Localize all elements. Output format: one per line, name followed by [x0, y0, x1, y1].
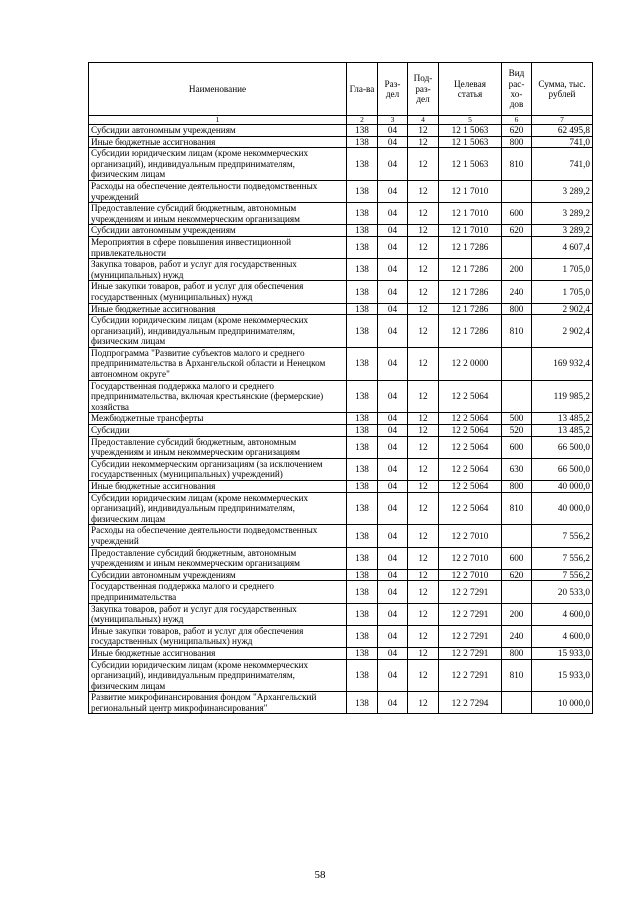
cell-sum: 7 556,2	[532, 569, 593, 581]
cell-sum: 15 933,0	[532, 647, 593, 659]
cell-sum: 13 485,2	[532, 413, 593, 425]
cell-vid: 600	[502, 547, 532, 569]
cell-glava: 138	[347, 547, 378, 569]
cell-vid: 800	[502, 481, 532, 493]
cell-vid: 620	[502, 125, 532, 137]
table-row	[89, 225, 593, 237]
table-row	[89, 180, 593, 202]
cell-vid	[502, 180, 532, 202]
cell-glava: 138	[347, 569, 378, 581]
cell-target: 12 1 7286	[439, 281, 502, 303]
cell-target: 12 2 5064	[439, 413, 502, 425]
header-name: Наименование	[89, 63, 347, 116]
cell-vid: 810	[502, 315, 532, 348]
table-row	[89, 547, 593, 569]
cell-podrazdel: 12	[408, 303, 439, 315]
col-number: 7	[532, 116, 593, 125]
cell-glava: 138	[347, 481, 378, 493]
cell-podrazdel: 12	[408, 692, 439, 714]
cell-glava: 138	[347, 436, 378, 458]
table-body	[89, 125, 593, 714]
cell-podrazdel: 12	[408, 180, 439, 202]
cell-razdel: 04	[378, 647, 408, 659]
cell-vid	[502, 525, 532, 547]
cell-sum: 2 902,4	[532, 315, 593, 348]
cell-target: 12 2 7291	[439, 625, 502, 647]
cell-name: Субсидии юридическим лицам (кроме некоммерческих организаций), индивидуальным предпринимателям, физическим лицам	[89, 315, 347, 348]
cell-glava: 138	[347, 380, 378, 413]
cell-podrazdel: 12	[408, 547, 439, 569]
cell-sum: 4 600,0	[532, 625, 593, 647]
cell-podrazdel: 12	[408, 281, 439, 303]
cell-podrazdel: 12	[408, 625, 439, 647]
cell-glava: 138	[347, 525, 378, 547]
table-row	[89, 125, 593, 137]
cell-sum: 2 902,4	[532, 303, 593, 315]
cell-glava: 138	[347, 492, 378, 525]
cell-sum: 3 289,2	[532, 203, 593, 225]
cell-vid: 800	[502, 647, 532, 659]
cell-name: Подпрограмма "Развитие субъектов малого и среднего предпринимательства в Архангельской области и Ненецком автономном округе"	[89, 347, 347, 380]
cell-target: 12 1 7010	[439, 180, 502, 202]
cell-vid: 520	[502, 425, 532, 437]
cell-name: Предоставление субсидий бюджетным, автономным учреждениям и иным некоммерческим организациям	[89, 547, 347, 569]
table-row	[89, 347, 593, 380]
table-row	[89, 625, 593, 647]
cell-razdel: 04	[378, 569, 408, 581]
cell-razdel: 04	[378, 458, 408, 480]
cell-glava: 138	[347, 180, 378, 202]
cell-podrazdel: 12	[408, 148, 439, 181]
table-row	[89, 203, 593, 225]
cell-target: 12 2 7010	[439, 569, 502, 581]
cell-sum: 20 533,0	[532, 581, 593, 603]
header-podrazdel: Под-раз-дел	[408, 63, 439, 116]
cell-sum: 66 500,0	[532, 436, 593, 458]
cell-sum: 13 485,2	[532, 425, 593, 437]
cell-vid: 240	[502, 281, 532, 303]
cell-razdel: 04	[378, 347, 408, 380]
cell-razdel: 04	[378, 492, 408, 525]
cell-target: 12 1 7286	[439, 236, 502, 258]
cell-vid: 200	[502, 603, 532, 625]
cell-target: 12 1 7286	[439, 259, 502, 281]
cell-glava: 138	[347, 303, 378, 315]
cell-podrazdel: 12	[408, 413, 439, 425]
cell-name: Предоставление субсидий бюджетным, автономным учреждениям и иным некоммерческим организациям	[89, 203, 347, 225]
col-number: 3	[378, 116, 408, 125]
cell-vid: 600	[502, 436, 532, 458]
cell-razdel: 04	[378, 180, 408, 202]
cell-podrazdel: 12	[408, 425, 439, 437]
cell-glava: 138	[347, 347, 378, 380]
table-row	[89, 303, 593, 315]
cell-target: 12 1 5063	[439, 125, 502, 137]
table-row	[89, 236, 593, 258]
cell-razdel: 04	[378, 203, 408, 225]
cell-razdel: 04	[378, 436, 408, 458]
cell-target: 12 1 7010	[439, 225, 502, 237]
cell-sum: 169 932,4	[532, 347, 593, 380]
cell-razdel: 04	[378, 315, 408, 348]
table-row	[89, 492, 593, 525]
cell-glava: 138	[347, 603, 378, 625]
cell-vid: 620	[502, 225, 532, 237]
table-row	[89, 481, 593, 493]
cell-sum: 62 495,8	[532, 125, 593, 137]
cell-name: Закупка товаров, работ и услуг для государственных (муниципальных) нужд	[89, 603, 347, 625]
table-row	[89, 436, 593, 458]
cell-target: 12 1 5063	[439, 136, 502, 148]
cell-sum: 4 607,4	[532, 236, 593, 258]
cell-vid	[502, 236, 532, 258]
table-row	[89, 569, 593, 581]
table-row	[89, 692, 593, 714]
table-row	[89, 315, 593, 348]
cell-target: 12 2 7291	[439, 603, 502, 625]
cell-podrazdel: 12	[408, 136, 439, 148]
cell-name: Предоставление субсидий бюджетным, автономным учреждениям и иным некоммерческим организациям	[89, 436, 347, 458]
cell-glava: 138	[347, 315, 378, 348]
cell-name: Субсидии некоммерческим организациям (за исключением государственных (муниципальных) учреждений)	[89, 458, 347, 480]
cell-target: 12 2 7291	[439, 659, 502, 692]
cell-sum: 40 000,0	[532, 481, 593, 493]
table-row	[89, 581, 593, 603]
cell-vid	[502, 380, 532, 413]
cell-name: Иные бюджетные ассигнования	[89, 647, 347, 659]
table-row	[89, 380, 593, 413]
cell-razdel: 04	[378, 303, 408, 315]
cell-podrazdel: 12	[408, 125, 439, 137]
table-row	[89, 458, 593, 480]
cell-razdel: 04	[378, 281, 408, 303]
cell-razdel: 04	[378, 481, 408, 493]
cell-target: 12 2 7010	[439, 547, 502, 569]
cell-target: 12 2 7010	[439, 525, 502, 547]
cell-name: Государственная поддержка малого и среднего предпринимательства, включая крестьянские (фермерские) хозяйства	[89, 380, 347, 413]
header-target: Целевая статья	[439, 63, 502, 116]
budget-table	[88, 62, 593, 714]
cell-target: 12 2 0000	[439, 347, 502, 380]
cell-podrazdel: 12	[408, 436, 439, 458]
cell-razdel: 04	[378, 581, 408, 603]
cell-razdel: 04	[378, 603, 408, 625]
cell-vid: 810	[502, 659, 532, 692]
cell-glava: 138	[347, 125, 378, 137]
cell-vid: 620	[502, 569, 532, 581]
cell-glava: 138	[347, 136, 378, 148]
cell-sum: 66 500,0	[532, 458, 593, 480]
cell-sum: 7 556,2	[532, 525, 593, 547]
cell-glava: 138	[347, 425, 378, 437]
cell-glava: 138	[347, 225, 378, 237]
col-number: 2	[347, 116, 378, 125]
table-row	[89, 281, 593, 303]
cell-podrazdel: 12	[408, 225, 439, 237]
cell-name: Развитие микрофинансирования фондом "Архангельский региональный центр микрофинансирования"	[89, 692, 347, 714]
header-row	[89, 63, 593, 116]
cell-razdel: 04	[378, 136, 408, 148]
col-number: 1	[89, 116, 347, 125]
cell-glava: 138	[347, 581, 378, 603]
cell-sum: 10 000,0	[532, 692, 593, 714]
cell-sum: 1 705,0	[532, 281, 593, 303]
cell-sum: 4 600,0	[532, 603, 593, 625]
cell-glava: 138	[347, 458, 378, 480]
cell-name: Субсидии автономным учреждениям	[89, 125, 347, 137]
cell-target: 12 2 5064	[439, 425, 502, 437]
cell-name: Иные закупки товаров, работ и услуг для обеспечения государственных (муниципальных) нужд	[89, 281, 347, 303]
cell-target: 12 2 7291	[439, 581, 502, 603]
cell-sum: 40 000,0	[532, 492, 593, 525]
header-glava: Гла-ва	[347, 63, 378, 116]
cell-podrazdel: 12	[408, 315, 439, 348]
cell-name: Расходы на обеспечение деятельности подведомственных учреждений	[89, 525, 347, 547]
cell-name: Иные бюджетные ассигнования	[89, 136, 347, 148]
cell-sum: 7 556,2	[532, 547, 593, 569]
cell-glava: 138	[347, 203, 378, 225]
cell-podrazdel: 12	[408, 492, 439, 525]
cell-target: 12 2 5064	[439, 492, 502, 525]
cell-name: Закупка товаров, работ и услуг для государственных (муниципальных) нужд	[89, 259, 347, 281]
cell-sum: 3 289,2	[532, 180, 593, 202]
cell-razdel: 04	[378, 425, 408, 437]
cell-podrazdel: 12	[408, 647, 439, 659]
cell-razdel: 04	[378, 413, 408, 425]
cell-podrazdel: 12	[408, 525, 439, 547]
cell-target: 12 1 7286	[439, 303, 502, 315]
cell-vid: 800	[502, 303, 532, 315]
cell-target: 12 2 5064	[439, 380, 502, 413]
cell-name: Расходы на обеспечение деятельности подведомственных учреждений	[89, 180, 347, 202]
table-row	[89, 659, 593, 692]
cell-sum: 119 985,2	[532, 380, 593, 413]
cell-razdel: 04	[378, 125, 408, 137]
table-row	[89, 525, 593, 547]
cell-sum: 1 705,0	[532, 259, 593, 281]
cell-glava: 138	[347, 236, 378, 258]
table-row	[89, 136, 593, 148]
cell-name: Иные бюджетные ассигнования	[89, 481, 347, 493]
table-row	[89, 425, 593, 437]
cell-vid: 600	[502, 203, 532, 225]
cell-razdel: 04	[378, 547, 408, 569]
cell-podrazdel: 12	[408, 347, 439, 380]
table-row	[89, 148, 593, 181]
cell-sum: 15 933,0	[532, 659, 593, 692]
cell-target: 12 2 7294	[439, 692, 502, 714]
col-number: 5	[439, 116, 502, 125]
cell-vid: 630	[502, 458, 532, 480]
cell-target: 12 1 7010	[439, 203, 502, 225]
cell-name: Государственная поддержка малого и среднего предпринимательства	[89, 581, 347, 603]
cell-podrazdel: 12	[408, 569, 439, 581]
cell-razdel: 04	[378, 148, 408, 181]
cell-glava: 138	[347, 647, 378, 659]
cell-glava: 138	[347, 692, 378, 714]
cell-vid: 810	[502, 492, 532, 525]
cell-glava: 138	[347, 148, 378, 181]
cell-vid: 500	[502, 413, 532, 425]
cell-vid	[502, 347, 532, 380]
cell-razdel: 04	[378, 525, 408, 547]
cell-name: Субсидии автономным учреждениям	[89, 569, 347, 581]
cell-target: 12 2 7291	[439, 647, 502, 659]
cell-name: Иные бюджетные ассигнования	[89, 303, 347, 315]
cell-vid	[502, 692, 532, 714]
cell-name: Субсидии юридическим лицам (кроме некоммерческих организаций), индивидуальным предпринимателям, физическим лицам	[89, 659, 347, 692]
cell-podrazdel: 12	[408, 659, 439, 692]
table-row	[89, 647, 593, 659]
cell-glava: 138	[347, 659, 378, 692]
cell-podrazdel: 12	[408, 380, 439, 413]
header-razdel: Раз-дел	[378, 63, 408, 116]
header-vid: Вид рас-хо-дов	[502, 63, 532, 116]
table-row	[89, 259, 593, 281]
cell-podrazdel: 12	[408, 203, 439, 225]
cell-razdel: 04	[378, 259, 408, 281]
cell-name: Субсидии юридическим лицам (кроме некоммерческих организаций), индивидуальным предпринимателям, физическим лицам	[89, 148, 347, 181]
cell-glava: 138	[347, 259, 378, 281]
cell-razdel: 04	[378, 380, 408, 413]
column-number-row	[89, 116, 593, 125]
cell-sum: 3 289,2	[532, 225, 593, 237]
cell-vid: 810	[502, 148, 532, 181]
header-sum: Сумма, тыс. рублей	[532, 63, 593, 116]
cell-target: 12 2 5064	[439, 436, 502, 458]
cell-podrazdel: 12	[408, 481, 439, 493]
cell-vid: 800	[502, 136, 532, 148]
cell-sum: 741,0	[532, 148, 593, 181]
cell-podrazdel: 12	[408, 236, 439, 258]
cell-glava: 138	[347, 281, 378, 303]
cell-target: 12 2 5064	[439, 481, 502, 493]
cell-podrazdel: 12	[408, 458, 439, 480]
cell-vid	[502, 581, 532, 603]
col-number: 6	[502, 116, 532, 125]
cell-razdel: 04	[378, 659, 408, 692]
page-number: 58	[314, 869, 326, 881]
cell-name: Мероприятия в сфере повышения инвестиционной привлекательности	[89, 236, 347, 258]
cell-glava: 138	[347, 625, 378, 647]
cell-glava: 138	[347, 413, 378, 425]
col-number: 4	[408, 116, 439, 125]
cell-name: Субсидии	[89, 425, 347, 437]
cell-name: Субсидии автономным учреждениям	[89, 225, 347, 237]
cell-vid: 240	[502, 625, 532, 647]
cell-vid: 200	[502, 259, 532, 281]
cell-razdel: 04	[378, 225, 408, 237]
cell-target: 12 2 5064	[439, 458, 502, 480]
cell-target: 12 1 7286	[439, 315, 502, 348]
cell-podrazdel: 12	[408, 259, 439, 281]
cell-razdel: 04	[378, 625, 408, 647]
cell-name: Субсидии юридическим лицам (кроме некоммерческих организаций), индивидуальным предпринимателям, физическим лицам	[89, 492, 347, 525]
table-row	[89, 413, 593, 425]
cell-razdel: 04	[378, 236, 408, 258]
table-row	[89, 603, 593, 625]
cell-podrazdel: 12	[408, 603, 439, 625]
cell-razdel: 04	[378, 692, 408, 714]
cell-name: Иные закупки товаров, работ и услуг для обеспечения государственных (муниципальных) нужд	[89, 625, 347, 647]
cell-sum: 741,0	[532, 136, 593, 148]
cell-name: Межбюджетные трансферты	[89, 413, 347, 425]
cell-target: 12 1 5063	[439, 148, 502, 181]
cell-podrazdel: 12	[408, 581, 439, 603]
